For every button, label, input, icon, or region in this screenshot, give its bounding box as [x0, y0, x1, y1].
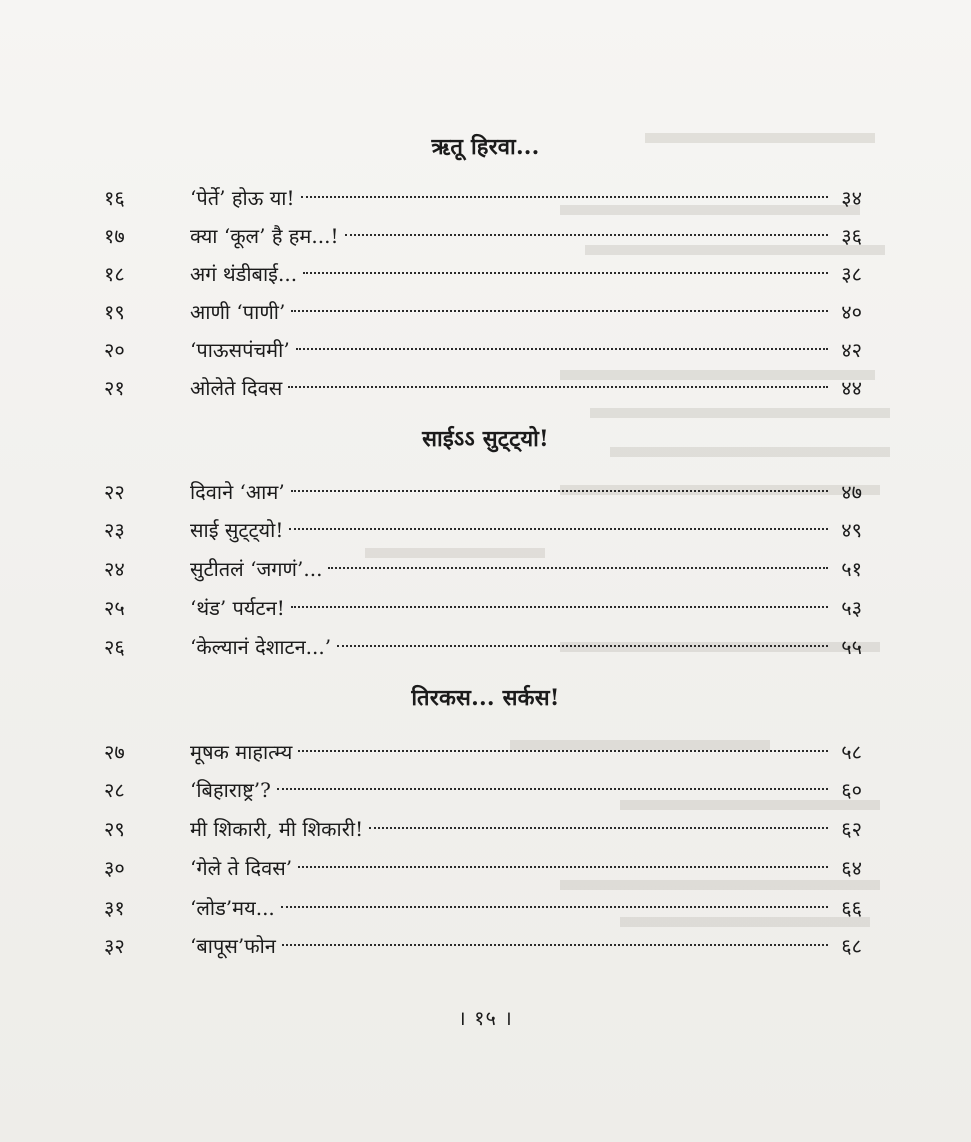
entry-number: २२	[104, 480, 125, 504]
toc-entry	[104, 181, 862, 215]
entry-number: २०	[104, 338, 125, 362]
entry-number: २४	[104, 557, 125, 581]
dot-leader	[301, 196, 828, 198]
entry-number: २५	[104, 596, 125, 620]
toc-entry	[104, 891, 862, 925]
toc-entry	[104, 513, 862, 547]
entry-title: सुटीतलं ‘जगणं’...	[190, 557, 323, 581]
entry-page: ४९	[841, 518, 862, 542]
dot-leader	[303, 272, 828, 274]
section-title-sai-suttyo: साईऽऽ सुट्ट्यो!	[422, 426, 549, 452]
entry-title: ‘थंड’ पर्यटन!	[190, 596, 285, 620]
toc-entry	[104, 591, 862, 625]
entry-number: ३१	[104, 896, 125, 920]
toc-entry	[104, 812, 862, 846]
toc-entry	[104, 219, 862, 253]
entry-page: ४७	[841, 480, 862, 504]
toc-entry	[104, 630, 862, 664]
entry-title: साई सुट्ट्यो!	[190, 518, 284, 542]
entry-number: २६	[104, 635, 125, 659]
entry-page: ५३	[841, 596, 862, 620]
dot-leader	[369, 827, 828, 829]
entry-title: ओलेते दिवस	[190, 376, 283, 400]
entry-title: ‘लोड’मय...	[190, 896, 275, 920]
dot-leader	[281, 906, 828, 908]
entry-number: २३	[104, 518, 125, 542]
toc-entry	[104, 929, 862, 963]
entry-page: ४०	[841, 300, 862, 324]
entry-number: २७	[104, 740, 125, 764]
toc-entry	[104, 735, 862, 769]
toc-entry	[104, 773, 862, 807]
entry-page: ६२	[841, 817, 862, 841]
toc-entry	[104, 333, 862, 367]
entry-title: मी शिकारी, मी शिकारी!	[190, 817, 364, 841]
entry-page: ६६	[841, 896, 862, 920]
toc-entry	[104, 295, 862, 329]
entry-title: ‘पाऊसपंचमी’	[190, 338, 290, 362]
entry-page: ६०	[841, 778, 862, 802]
entry-number: २९	[104, 817, 125, 841]
entry-number: २८	[104, 778, 125, 802]
dot-leader	[289, 528, 828, 530]
entry-title: ‘बापूस’फोन	[190, 934, 276, 958]
toc-entry	[104, 851, 862, 885]
entry-number: २१	[104, 376, 125, 400]
entry-title: ‘पेर्ते’ होऊ या!	[190, 186, 295, 210]
entry-number: १७	[104, 224, 125, 248]
toc-entry	[104, 371, 862, 405]
toc-entry	[104, 552, 862, 586]
dot-leader	[288, 386, 828, 388]
entry-title: ‘केल्यानं देशाटन...’	[190, 635, 332, 659]
toc-entry	[104, 257, 862, 291]
toc-entry	[104, 475, 862, 509]
entry-number: १९	[104, 300, 125, 324]
entry-page: ३६	[841, 224, 862, 248]
entry-page: ५५	[841, 635, 862, 659]
entry-number: ३०	[104, 856, 125, 880]
page-number-footer: । १५ ।	[458, 1006, 513, 1030]
entry-title: दिवाने ‘आम’	[190, 480, 285, 504]
dot-leader	[291, 310, 828, 312]
entry-title: ‘बिहाराष्ट्र’?	[190, 778, 271, 802]
dot-leader	[337, 645, 828, 647]
dot-leader	[277, 788, 828, 790]
entry-page: ३४	[841, 186, 862, 210]
section-title-tirkas-sarkas: तिरकस... सर्कस!	[411, 685, 560, 711]
entry-title: अगं थंडीबाई...	[190, 262, 298, 286]
entry-title: ‘गेले ते दिवस’	[190, 856, 293, 880]
entry-number: १८	[104, 262, 125, 286]
entry-page: ६८	[841, 934, 862, 958]
entry-page: ५८	[841, 740, 862, 764]
entry-page: ३८	[841, 262, 862, 286]
entry-page: ५१	[841, 557, 862, 581]
dot-leader	[298, 750, 828, 752]
entry-title: क्या ‘कूल’ है हम...!	[190, 224, 339, 248]
entry-number: ३२	[104, 934, 125, 958]
entry-title: आणी ‘पाणी’	[190, 300, 286, 324]
dot-leader	[296, 348, 828, 350]
entry-page: ४२	[841, 338, 862, 362]
dot-leader	[282, 944, 828, 946]
section-title-rutu-hirva: ऋतू हिरवा...	[431, 134, 540, 160]
entry-page: ४४	[841, 376, 862, 400]
dot-leader	[298, 866, 828, 868]
entry-number: १६	[104, 186, 125, 210]
dot-leader	[291, 606, 828, 608]
entry-page: ६४	[841, 856, 862, 880]
dot-leader	[328, 567, 828, 569]
dot-leader	[291, 490, 828, 492]
entry-title: मूषक माहात्म्य	[190, 740, 293, 764]
dot-leader	[345, 234, 829, 236]
